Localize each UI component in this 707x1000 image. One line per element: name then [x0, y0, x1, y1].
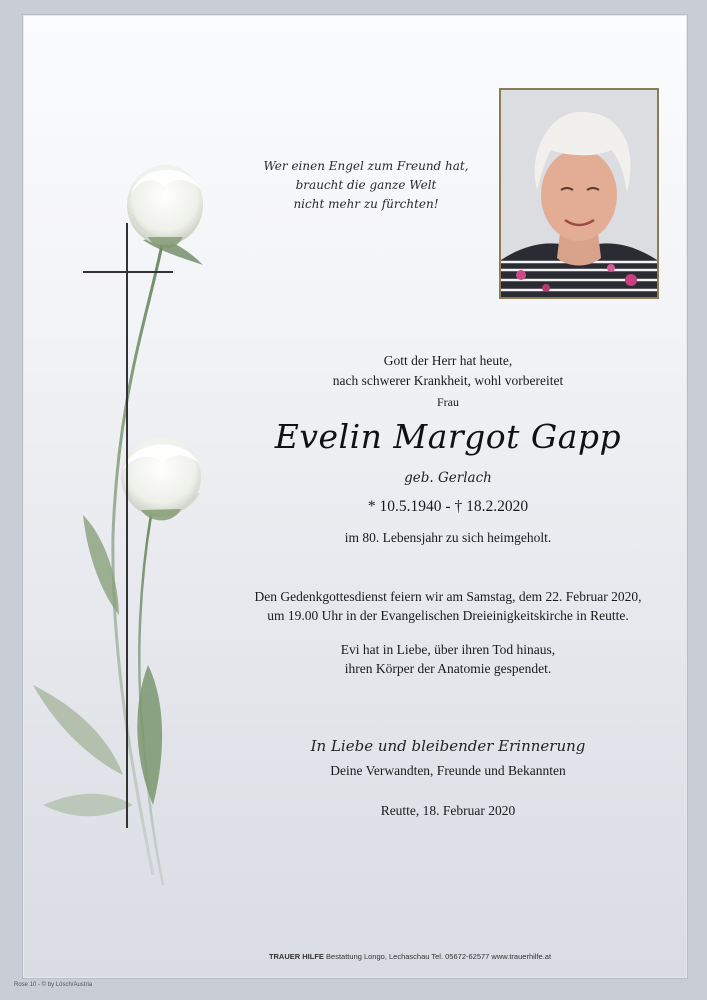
service-line: Den Gedenkgottesdienst feiern wir am Samstag, dem 22. Februar 2020, [254, 589, 642, 604]
portrait-image [501, 90, 657, 297]
intro-line: nach schwerer Krankheit, wohl vorbereitet [332, 373, 564, 388]
life-dates: * 10.5.1940 - † 18.2.2020 [367, 498, 529, 515]
memory-line: In Liebe und bleibender Erinnerung [310, 737, 586, 755]
family-line: Deine Verwandten, Freunde und Bekannten [330, 763, 566, 778]
quote-line: Wer einen Engel zum Freund hat, [263, 159, 469, 173]
image-credit: Rose 10 - © by Lösch/Austria [14, 982, 93, 988]
footer-text: Bestattung Longo, Lechaschau Tel. 05672-62577 www.trauerhilfe.at [323, 952, 552, 961]
deceased-name: Evelin Margot Gapp [274, 417, 622, 456]
quote-line: braucht die ganze Welt [295, 178, 437, 192]
service-line: um 19.00 Uhr in der Evangelischen Dreieinigkeitskirche in Reutte. [267, 608, 629, 623]
footer-brand: TRAUER HILFE [268, 952, 324, 961]
portrait-photo [499, 88, 659, 299]
birth-name: geb. Gerlach [404, 470, 492, 486]
donation-note [198, 640, 698, 678]
obituary-card [22, 14, 688, 979]
cross-icon [83, 223, 173, 833]
footer [130, 952, 690, 961]
place-date: Reutte, 18. Februar 2020 [380, 803, 516, 818]
intro-line: Gott der Herr hat heute, [383, 353, 513, 368]
intro-text [198, 351, 698, 391]
quote-line: nicht mehr zu fürchten! [293, 197, 439, 211]
salutation: Frau [437, 395, 459, 409]
donation-line: ihren Körper der Anatomie gespendet. [344, 661, 552, 676]
donation-line: Evi hat in Liebe, über ihren Tod hinaus, [340, 642, 556, 657]
quote-verse [251, 157, 481, 214]
age-text: im 80. Lebensjahr zu sich heimgeholt. [344, 530, 552, 545]
service-announcement [198, 587, 698, 625]
